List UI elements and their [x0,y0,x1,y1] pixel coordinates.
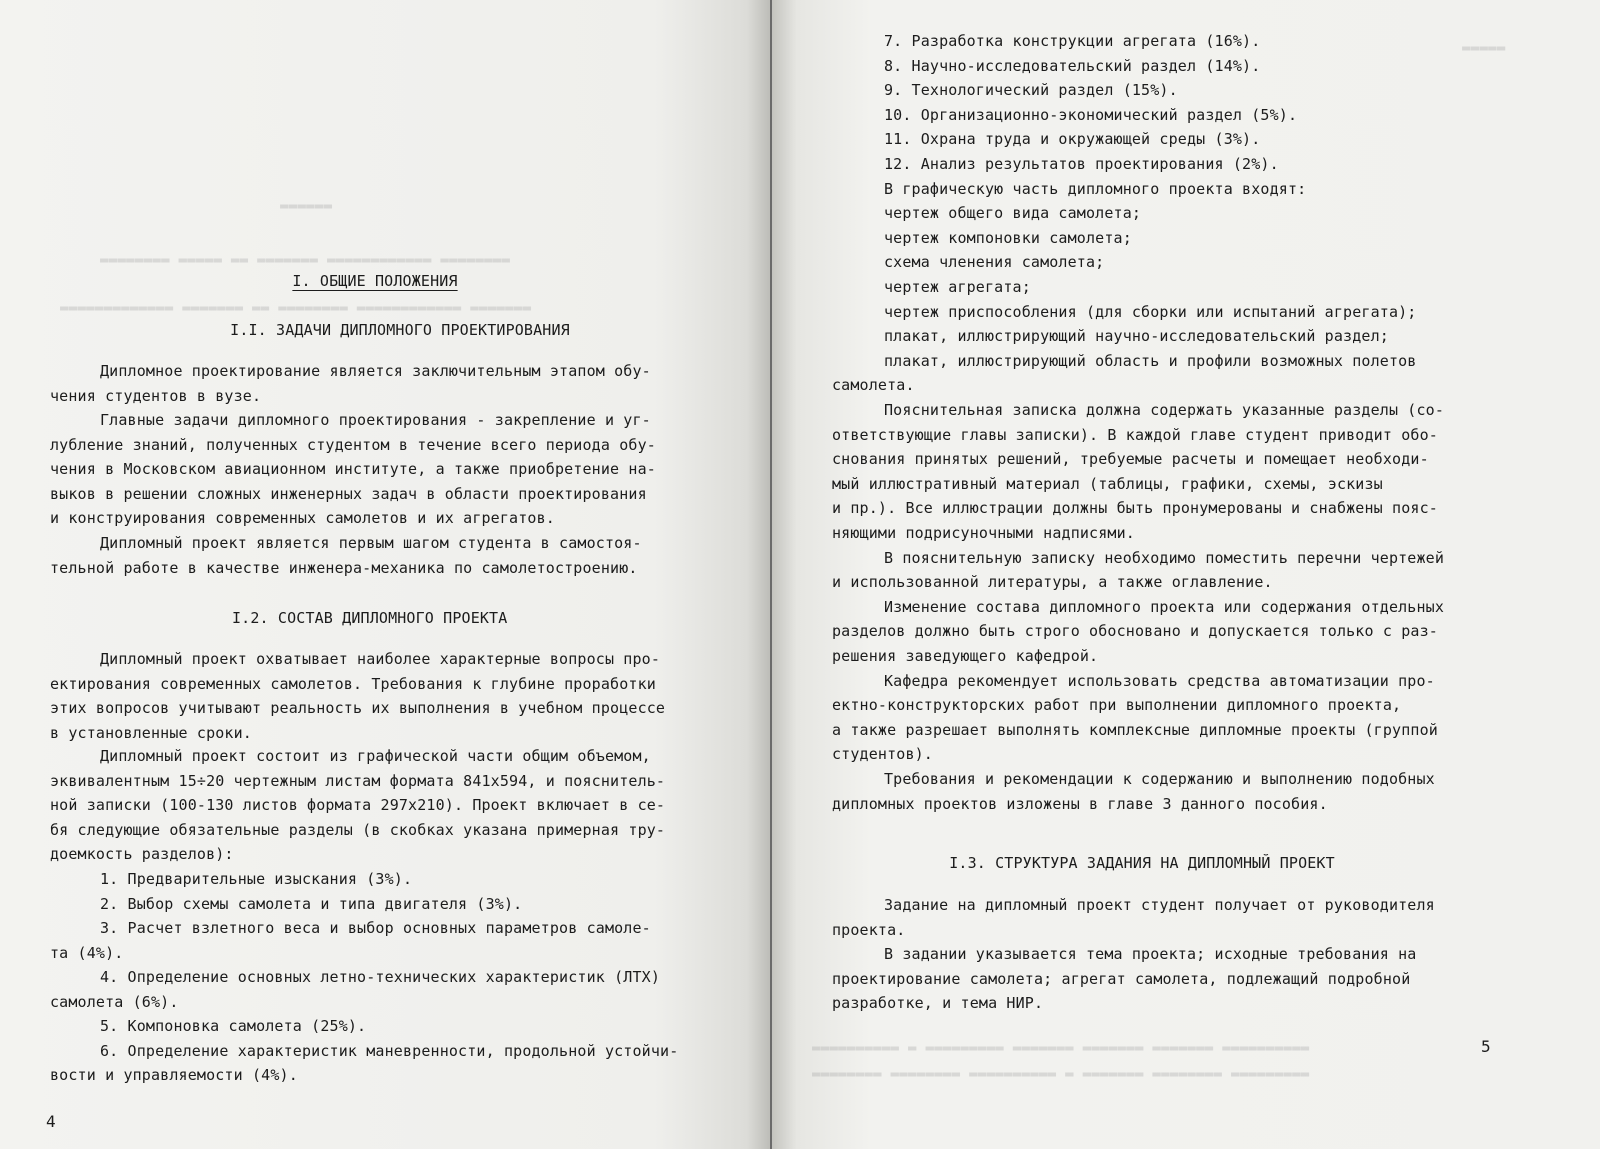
paragraph-line: Дипломный проект состоит из графической части общим объемом, [100,747,651,765]
graphic-part-item: самолета. [832,376,915,395]
paragraph-line: Дипломное проектирование является заключительным этапом обу- [100,362,651,380]
paragraph-line: доемкость разделов): [50,845,234,863]
section-list-item: 4. Определение основных летно-технических характеристик (ЛТХ) [100,968,661,986]
paragraph-line: и использованной литературы, а также оглавление. [832,573,1273,592]
paragraph-line: бя следующие обязательные разделы (в скобках указана примерная тру- [50,820,666,839]
page-number-right: 5 [1481,1037,1491,1056]
section-list-item: самолета (6%). [50,992,179,1011]
paragraph-line: ответствующие главы записки). В каждой главе студент приводит обо- [832,425,1438,444]
subsection-heading-1-2: I.2. СОСТАВ ДИПЛОМНОГО ПРОЕКТА [232,609,508,627]
section-list-item: вости и управляемости (4%). [50,1066,298,1084]
paragraph-line: чения в Московском авиационном институте, а также приобретение на- [50,460,656,478]
paragraph-line: дипломных проектов изложены в главе 3 данного пособия. [832,794,1328,813]
bleed-through-text: ▬▬▬▬▬▬▬▬▬▬▬▬▬ ▬▬▬▬▬▬▬ ▬▬ ▬▬▬▬▬▬▬▬ ▬▬▬▬▬▬▬▬▬▬▬▬ ▬▬▬▬▬▬▬ [60,300,532,316]
paragraph-line: ектно-конструкторских работ при выполнении дипломного проекта, [832,696,1402,715]
bleed-through-text: ▬▬▬▬▬▬ [280,198,333,214]
paragraph-line: эквивалентным 15÷20 чертежным листам формата 841x594, и пояснитель- [50,771,666,790]
paragraph-line: тельной работе в качестве инженера-механика по самолетостроению. [50,558,638,577]
paragraph-line: студентов). [832,745,933,764]
paragraph-line: выков в решении сложных инженерных задач в области проектирования [50,484,647,503]
paragraph-line: ектирования современных самолетов. Требования к глубине проработки [50,674,656,693]
paragraph-line: и пр.). Все иллюстрации должны быть пронумерованы и снабжены пояс- [832,499,1438,518]
section-list-item: та (4%). [50,943,124,962]
paragraph-line: проекта. [832,920,906,939]
section-list-item: 11. Охрана труда и окружающей среды (3%). [884,130,1261,149]
bleed-through-text: ▬▬▬▬▬▬▬▬ ▬▬▬▬▬ ▬▬ ▬▬▬▬▬▬▬ ▬▬▬▬▬▬▬▬▬▬▬▬ ▬▬▬▬▬▬▬▬ [100,252,511,268]
bleed-through-text: ▬▬▬▬▬▬▬▬ ▬▬▬▬▬▬▬▬ ▬▬▬▬▬▬▬▬▬▬ ▬ ▬▬▬▬▬▬▬ ▬▬▬▬▬▬▬▬ ▬▬▬▬▬▬▬▬▬ [812,1066,1310,1082]
subsection-heading-1-3: I.3. СТРУКТУРА ЗАДАНИЯ НА ДИПЛОМНЫЙ ПРОЕКТ [949,854,1335,872]
paragraph-line: разделов должно быть строго обосновано и допускается только с раз- [832,622,1438,641]
graphic-part-item: плакат, иллюстрирующий область и профили возможных полетов [884,351,1417,370]
graphic-part-item: чертеж агрегата; [884,278,1031,296]
paragraph-line: Задание на дипломный проект студент получает от руководителя [884,896,1435,914]
subsection-heading-1-1: I.I. ЗАДАЧИ ДИПЛОМНОГО ПРОЕКТИРОВАНИЯ [230,321,570,339]
paragraph-line: чения студентов в вузе. [50,386,262,405]
paragraph-line: В графическую часть дипломного проекта входят: [884,179,1307,198]
paragraph-line: решения заведующего кафедрой. [832,647,1099,665]
section-list-item: 12. Анализ результатов проектирования (2%). [884,155,1279,173]
bleed-through-text: ▬▬▬▬▬▬▬▬▬▬ ▬ ▬▬▬▬▬▬▬▬▬ ▬▬▬▬▬▬▬ ▬▬▬▬▬▬▬ ▬▬▬▬▬▬▬ ▬▬▬▬▬▬▬▬▬▬ [812,1040,1310,1056]
paragraph-line: Главные задачи дипломного проектирования - закрепление и уг- [100,411,651,429]
graphic-part-item: плакат, иллюстрирующий научно-исследовательский раздел; [884,327,1389,346]
paragraph-line: Пояснительная записка должна содержать указанные разделы (со- [884,401,1445,419]
graphic-part-item: чертеж компоновки самолета; [884,228,1132,247]
left-page [0,0,770,1149]
paragraph-line: лубление знаний, полученных студентом в течение всего периода обу- [50,435,656,454]
paragraph-line: Дипломный проект охватывает наиболее характерные вопросы про- [100,650,661,668]
paragraph-line: няющими подрисуночными надписями. [832,524,1135,542]
graphic-part-item: чертеж общего вида самолета; [884,204,1142,223]
paragraph-line: Требования и рекомендации к содержанию и выполнению подобных [884,770,1435,788]
paragraph-line: проектирование самолета; агрегат самолета, подлежащий подробной [832,969,1411,988]
section-list-item: 2. Выбор схемы самолета и типа двигателя (3%). [100,894,523,913]
right-page [772,0,1600,1149]
section-list-item: 6. Определение характеристик маневренности, продольной устойчи- [100,1041,679,1060]
graphic-part-item: чертеж приспособления (для сборки или испытаний агрегата); [884,302,1417,321]
paragraph-line: разработке, и тема НИР. [832,994,1044,1013]
paragraph-line: Дипломный проект является первым шагом студента в самостоя- [100,534,642,552]
section-list-item: 1. Предварительные изыскания (3%). [100,870,413,888]
paragraph-line: этих вопросов учитывают реальность их выполнения в учебном процессе [50,699,666,717]
paragraph-line: Кафедра рекомендует использовать средства автоматизации про- [884,671,1435,690]
paragraph-line: в установленные сроки. [50,723,252,742]
paragraph-line: В задании указывается тема проекта; исходные требования на [884,945,1417,964]
section-list-item: 3. Расчет взлетного веса и выбор основных параметров самоле- [100,919,651,937]
section-list-item: 9. Технологический раздел (15%). [884,81,1178,100]
section-list-item: 10. Организационно-экономический раздел (5%). [884,105,1298,124]
paragraph-line: и конструирования современных самолетов и их агрегатов. [50,509,555,527]
page-number-left: 4 [46,1112,56,1131]
section-list-item: 8. Научно-исследовательский раздел (14%). [884,56,1261,75]
section-list-item: 5. Компоновка самолета (25%). [100,1017,367,1035]
bleed-through-text: ▬▬▬▬▬ [1462,40,1506,56]
paragraph-line: снования принятых решений, требуемые расчеты и помещает необходи- [832,450,1429,469]
paragraph-line: Изменение состава дипломного проекта или содержания отдельных [884,597,1445,616]
section-heading-general: I. ОБЩИЕ ПОЛОЖЕНИЯ [292,272,458,290]
paragraph-line: а также разрешает выполнять комплексные дипломные проекты (группой [832,720,1438,739]
section-list-item: 7. Разработка конструкции агрегата (16%). [884,32,1261,50]
graphic-part-item: схема членения самолета; [884,253,1105,272]
paragraph-line: ной записки (100-130 листов формата 297x210). Проект включает в се- [50,796,666,814]
paragraph-line: мый иллюстративный материал (таблицы, графики, схемы, эскизы [832,474,1383,493]
paragraph-line: В пояснительную записку необходимо поместить перечни чертежей [884,548,1445,567]
